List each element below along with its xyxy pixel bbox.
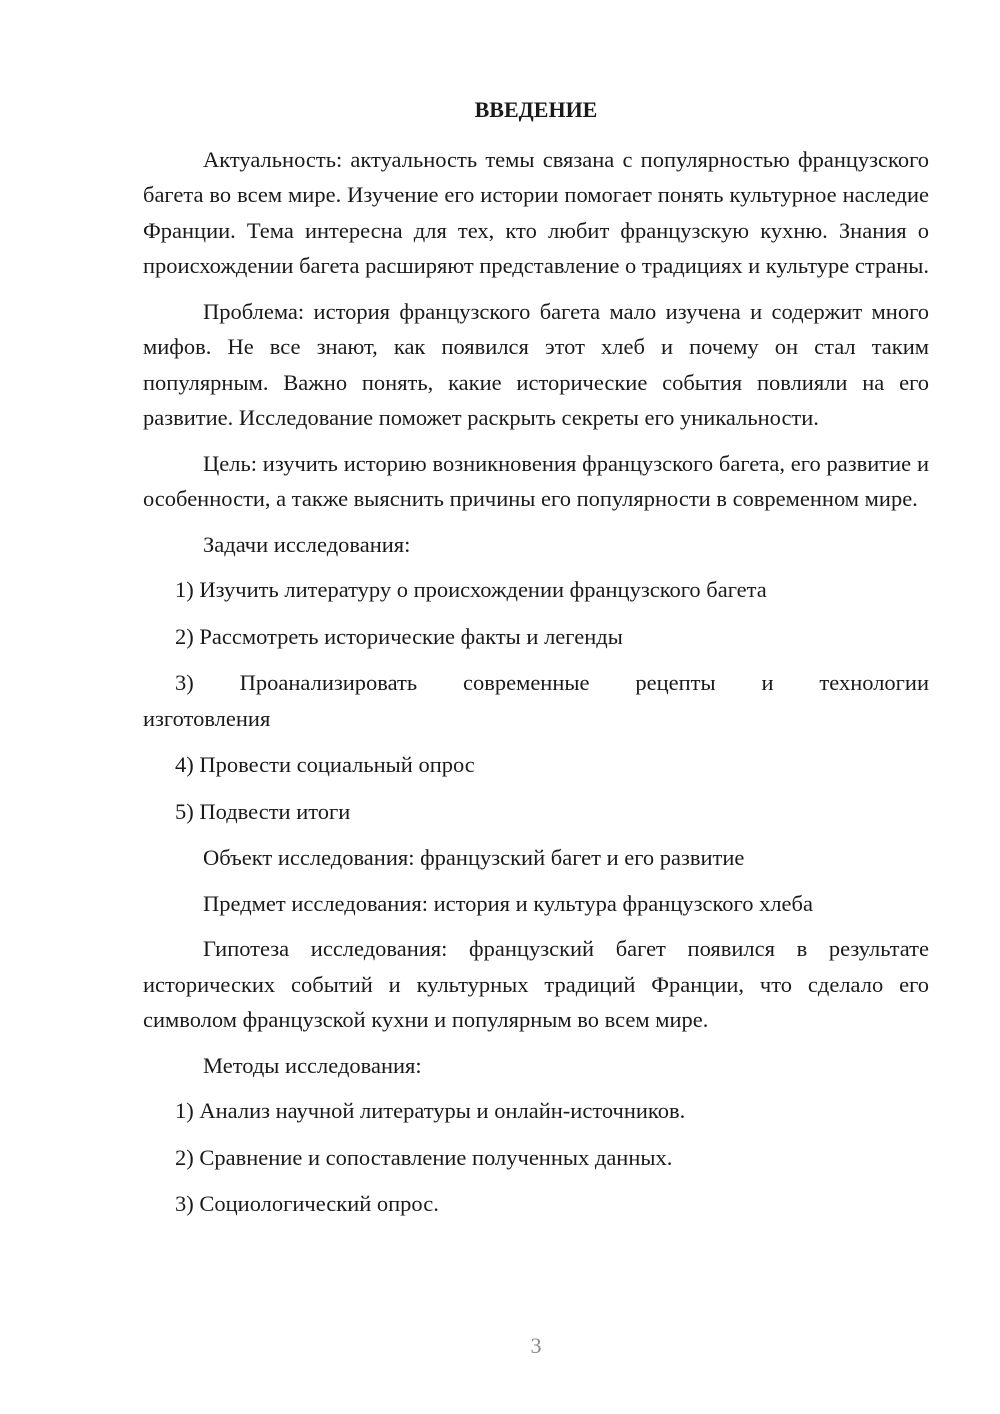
task-item-1: 1) Изучить литературу о происхождении французского багета bbox=[175, 577, 767, 602]
method-item-2: 2) Сравнение и сопоставление полученных данных. bbox=[175, 1144, 673, 1170]
task-item-2: 2) Рассмотреть исторические факты и легенды bbox=[175, 623, 623, 649]
object-line: Объект исследования: французский багет и его развитие bbox=[203, 845, 745, 870]
methods-heading: Методы исследования: bbox=[203, 1052, 422, 1078]
task-item-3 bbox=[143, 665, 929, 736]
method-item-3: 3) Социологический опрос. bbox=[175, 1191, 439, 1216]
task-item-3-line-1: 3) Проанализировать современные рецепты и технологии bbox=[175, 670, 929, 695]
document-body bbox=[143, 92, 929, 1233]
goal-paragraph: Цель: изучить историю возникновения французского багета, его развитие и особенности, а также выяснить причины его популярности в современном мире. bbox=[143, 450, 929, 511]
task-item-4: 4) Провести социальный опрос bbox=[175, 752, 475, 777]
page-number: 3 bbox=[530, 1333, 542, 1358]
problem-paragraph: Проблема: история французского багета мало изучена и содержит много мифов. Не все знают, как появился этот хлеб и почему он стал таким популярным. Важно понять, какие исторические события повлияли на его развитие. Исследование поможет раскрыть секреты его уникальности. bbox=[143, 298, 929, 430]
method-item-1: 1) Анализ научной литературы и онлайн-источников. bbox=[175, 1098, 686, 1123]
task-item-3-line-2: изготовления bbox=[143, 705, 271, 731]
hypothesis-paragraph: Гипотеза исследования: французский багет появился в результате исторических событий и культурных традиций Франции, что сделало его символом французской кухни и популярным во всем мире. bbox=[143, 936, 929, 1032]
subject-line: Предмет исследования: история и культура французского хлеба bbox=[203, 890, 813, 916]
tasks-heading: Задачи исследования: bbox=[203, 531, 411, 557]
task-item-5: 5) Подвести итоги bbox=[175, 798, 351, 824]
section-title: ВВЕДЕНИЕ bbox=[474, 97, 598, 122]
relevance-paragraph: Актуальность: актуальность темы связана с популярностью французского багета во всем мире. Изучение его истории помогает понять культурное наследие Франции. Тема интересна для тех, кто любит французскую кухню. Знания о происхождении багета расширяют представление о традициях и культуре страны. bbox=[143, 146, 930, 278]
